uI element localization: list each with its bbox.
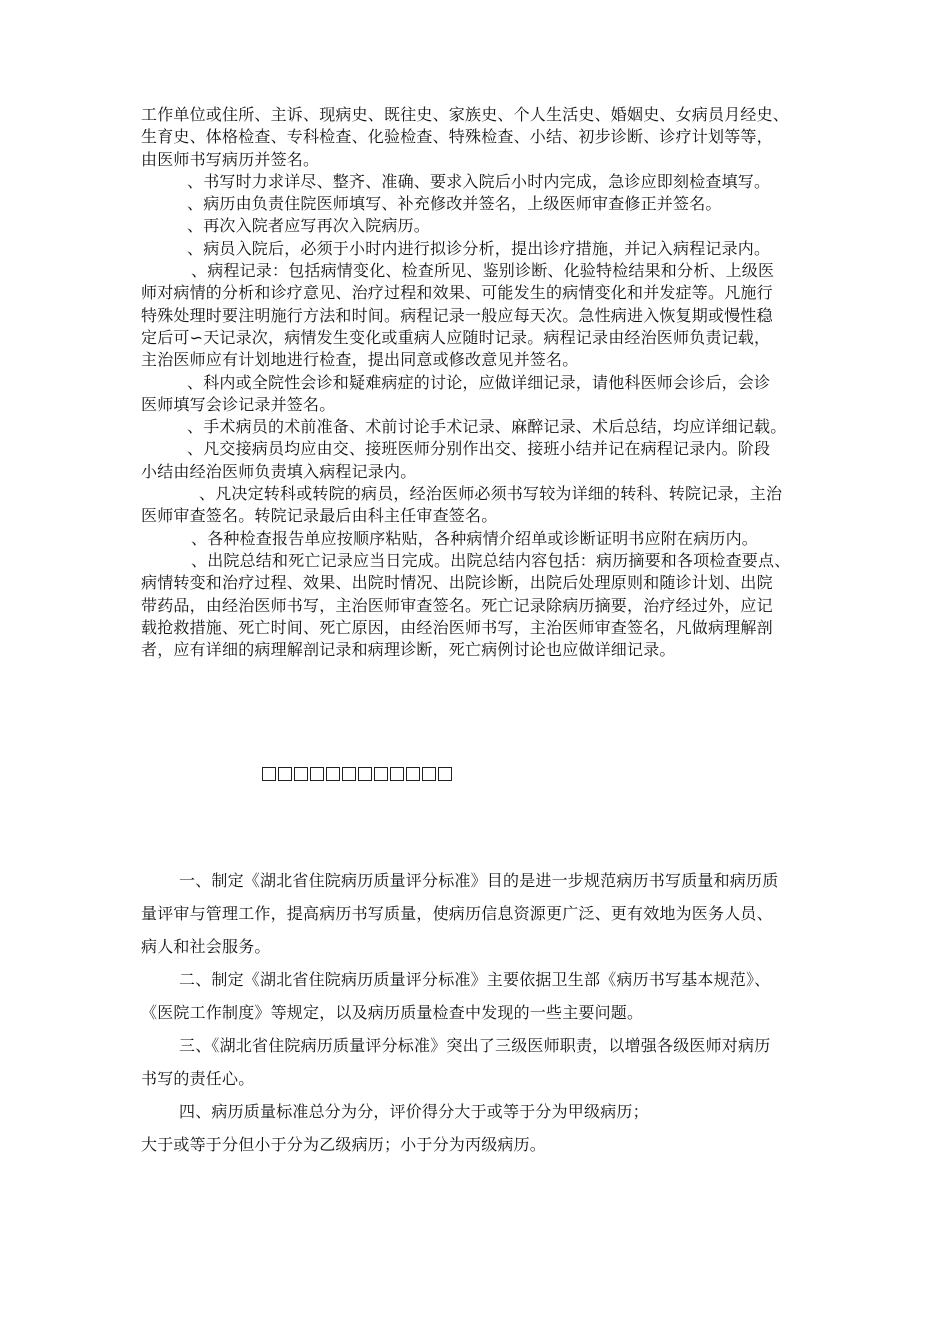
text-line: 、出院总结和死亡记录应当日完成。出院总结内容包括：病历摘要和各项检查要点、 bbox=[191, 550, 791, 570]
text-line: 、病程记录：包括病情变化、检查所见、鉴别诊断、化验特检结果和分析、上级医 bbox=[191, 261, 775, 281]
text-line: 带药品，由经治医师书写，主治医师审查签名。死亡记录除病历摘要，治疗经过外，应记 bbox=[141, 595, 773, 615]
text-line: 者，应有详细的病理解剖记录和病理诊断，死亡病例讨论也应做详细记录。 bbox=[141, 640, 676, 660]
missing-glyph-box bbox=[294, 767, 308, 781]
text-line: 医师填写会诊记录并签名。 bbox=[141, 394, 336, 414]
text-line: 、科内或全院性会诊和疑难病症的讨论，应做详细记录，请他科医师会诊后，会诊 bbox=[187, 372, 771, 392]
missing-glyph-box bbox=[390, 767, 404, 781]
missing-glyph-heading bbox=[262, 762, 452, 786]
text-line: 、手术病员的术前准备、术前讨论手术记录、麻醉记录、术后总结，均应详细记载。 bbox=[187, 417, 787, 437]
text-line: 由医师书写病历并签名。 bbox=[141, 149, 320, 169]
missing-glyph-box bbox=[342, 767, 356, 781]
text-line: 工作单位或住所、主诉、现病史、既往史、家族史、个人生活史、婚姻史、女病员月经史、 bbox=[141, 105, 790, 124]
missing-glyph-box bbox=[438, 767, 452, 781]
text-line: 病情转变和治疗过程、效果、出院时情况、出院诊断，出院后处理原则和随诊计划、出院 bbox=[141, 573, 773, 593]
text-line: 四、病历质量标准总分为分，评价得分大于或等于分为甲级病历； bbox=[179, 1102, 649, 1121]
text-line: 、再次入院者应写再次入院病历。 bbox=[187, 216, 431, 236]
missing-glyph-box bbox=[406, 767, 420, 781]
text-line: 《医院工作制度》等规定，以及病历质量检查中发现的一些主要问题。 bbox=[141, 1003, 644, 1022]
text-line: 主治医师应有计划地进行检查，提出同意或修改意见并签名。 bbox=[141, 350, 579, 370]
text-line: 小结由经治医师负责填入病程记录内。 bbox=[141, 461, 417, 481]
text-line: 书写的责任心。 bbox=[141, 1069, 255, 1088]
missing-glyph-box bbox=[374, 767, 388, 781]
missing-glyph-box bbox=[326, 767, 340, 781]
text-line: 、书写时力求详尽、整齐、准确、要求入院后小时内完成，急诊应即刻检查填写。 bbox=[187, 171, 771, 191]
text-line: 载抢救措施、死亡时间、死亡原因，由经治医师书写，主治医师审查签名，凡做病理解剖 bbox=[141, 617, 773, 637]
medical-record-rules-section bbox=[141, 104, 831, 661]
text-line: 大于或等于分但小于分为乙级病历；小于分为丙级病历。 bbox=[141, 1135, 547, 1154]
missing-glyph-box bbox=[310, 767, 324, 781]
text-line: 师对病情的分析和诊疗意见、治疗过程和效果、可能发生的病情变化和并发症等。凡施行 bbox=[141, 283, 773, 303]
scoring-standard-section bbox=[141, 864, 831, 1161]
text-line: 二、制定《湖北省住院病历质量评分标准》主要依据卫生部《病历书写基本规范》、 bbox=[179, 970, 771, 989]
text-line: 、凡决定转科或转院的病员，经治医师必须书写较为详细的转科、转院记录，主治 bbox=[199, 484, 783, 504]
missing-glyph-box bbox=[422, 767, 436, 781]
text-line: 三、《湖北省住院病历质量评分标准》突出了三级医师职责，以增强各级医师对病历 bbox=[179, 1036, 771, 1055]
text-line: 、凡交接病员均应由交、接班医师分别作出交、接班小结并记在病程记录内。阶段 bbox=[187, 439, 771, 459]
text-line: 医师审查签名。转院记录最后由科主任审查签名。 bbox=[141, 506, 498, 526]
text-line: 量评审与管理工作，提高病历书写质量，使病历信息资源更广泛、更有效地为医务人员、 bbox=[141, 904, 773, 923]
text-line: 、病历由负责住院医师填写、补充修改并签名，上级医师审查修正并签名。 bbox=[187, 194, 722, 214]
text-line: 、病员入院后，必须于小时内进行拟诊分析，提出诊疗措施，并记入病程记录内。 bbox=[187, 238, 771, 258]
text-line: 生育史、体格检查、专科检查、化验检查、特殊检查、小结、初步诊断、诊疗计划等等， bbox=[141, 127, 773, 147]
missing-glyph-box bbox=[358, 767, 372, 781]
text-line: 、各种检查报告单应按顺序粘贴，各种病情介绍单或诊断证明书应附在病历内。 bbox=[191, 528, 759, 548]
text-line: 特殊处理时要注明施行方法和时间。病程记录一般应每天次。急性病进入恢复期或慢性稳 bbox=[141, 305, 773, 325]
text-line: 定后可∽天记录次，病情发生变化或重病人应随时记录。病程记录由经治医师负责记载， bbox=[141, 327, 771, 347]
text-line: 一、制定《湖北省住院病历质量评分标准》目的是进一步规范病历书写质量和病历质 bbox=[179, 871, 779, 890]
text-line: 病人和社会服务。 bbox=[141, 937, 271, 956]
missing-glyph-box bbox=[262, 767, 276, 781]
missing-glyph-box bbox=[278, 767, 292, 781]
